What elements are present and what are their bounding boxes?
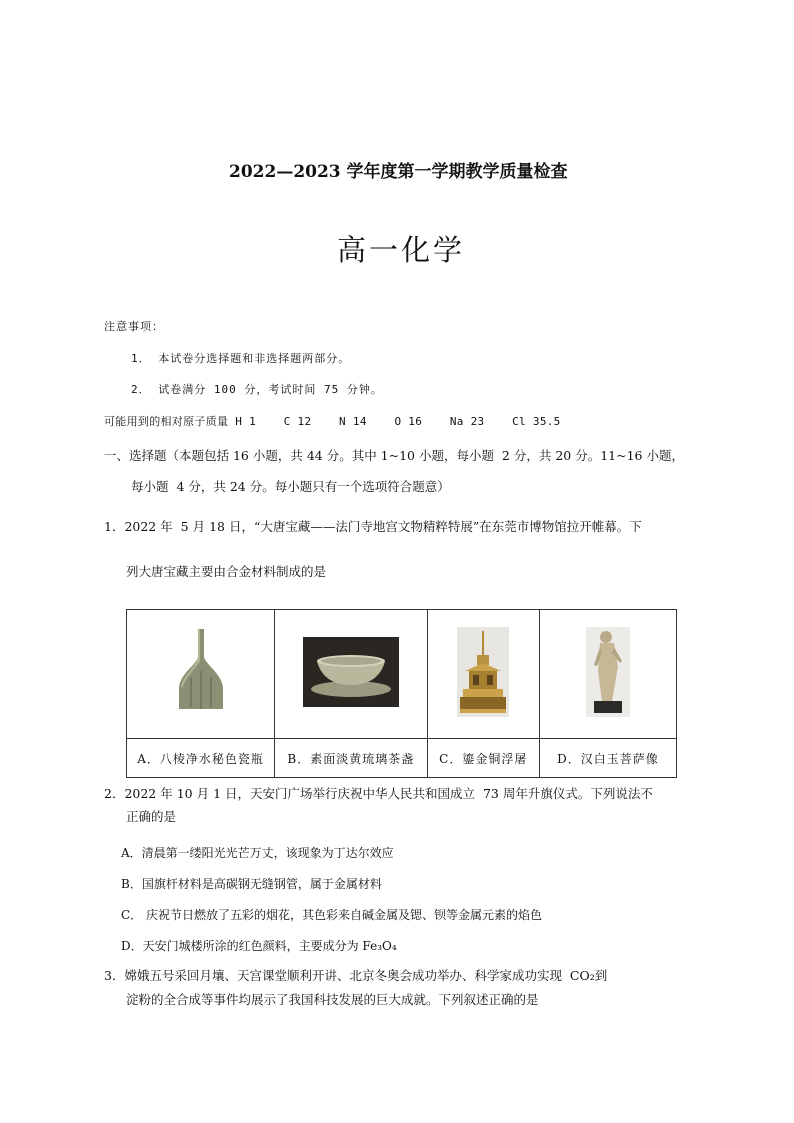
question-2-option-c: C． 庆祝节日燃放了五彩的烟花，其色彩来自碱金属及锶、钡等金属元素的焰色 [121,908,542,922]
question-3-line-1: 3．嫦娥五号采回月壤、天宫课堂顺利开讲、北京冬奥会成功举办、科学家成功实现 CO₂到 [104,968,608,983]
option-d-caption: D．汉白玉菩萨像 [539,739,676,778]
question-1-line-2: 列大唐宝藏主要由合金材料制成的是 [126,564,327,579]
glass-cup-image-cell [275,610,427,739]
notice-item-2: 2． 试卷满分 100 分，考试时间 75 分钟。 [131,383,383,396]
question-2-line-1: 2．2022 年 10 月 1 日，天安门广场举行庆祝中华人民共和国成立 73 周年升旗仪式。下列说法不 [104,786,653,801]
notice-heading: 注意事项： [104,320,164,333]
section-1-line-1: 一、选择题（本题包括 16 小题，共 44 分。其中 1~10 小题，每小题 2 分，共 20 分。11~16 小题， [104,448,684,463]
bodhisattva-statue-image [586,627,630,717]
subject-title: 高一化学 [337,233,466,267]
question-1-options-table [126,609,677,778]
section-1-line-2: 每小题 4 分，共 24 分。每小题只有一个选项符合题意） [131,479,450,494]
exam-title: 2022—2023 学年度第一学期教学质量检查 [229,162,568,182]
question-1-line-1: 1．2022 年 5 月 18 日，“大唐宝藏——法门寺地宫文物精粹特展”在东莞市博物馆拉开帷幕。下 [104,519,642,534]
option-b-caption: B．素面淡黄琉璃茶盏 [275,739,427,778]
option-a-caption: A．八棱净水秘色瓷瓶 [127,739,275,778]
celadon-vase-image [169,627,233,717]
pagoda-image-cell [427,610,539,739]
atomic-masses: 可能用到的相对原子质量 H 1 C 12 N 14 O 16 Na 23 Cl 35.5 [104,415,561,428]
question-2-option-b: B．国旗杆材料是高碳钢无缝钢管，属于金属材料 [121,877,382,891]
question-2-option-d: D．天安门城楼所涂的红色颜料，主要成分为 Fe₃O₄ [121,939,397,953]
notice-item-1: 1． 本试卷分选择题和非选择题两部分。 [131,352,351,365]
question-3-line-2: 淀粉的全合成等事件均展示了我国科技发展的巨大成就。下列叙述正确的是 [126,992,539,1007]
option-c-caption: C．鎏金铜浮屠 [427,739,539,778]
question-2-line-2: 正确的是 [126,809,177,824]
question-2-option-a: A．清晨第一缕阳光光芒万丈，该现象为丁达尔效应 [121,846,394,860]
bodhisattva-image-cell [539,610,676,739]
gilt-bronze-pagoda-image [457,627,509,717]
glass-tea-cup-image [303,637,399,707]
vase-image-cell [127,610,275,739]
